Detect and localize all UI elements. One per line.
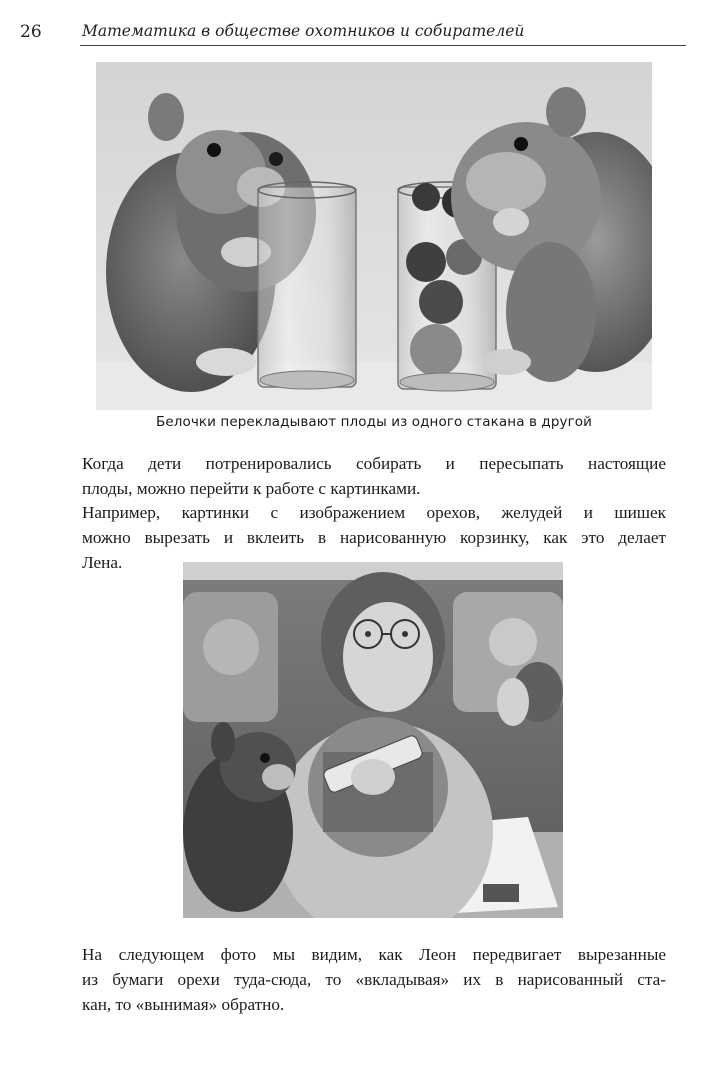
text-line: можно вырезать и вклеить в нарисованную корзинку, как это делает	[82, 528, 666, 547]
running-title: Математика в обществе охотников и собирателей	[82, 22, 525, 40]
text-line: На следующем фото мы видим, как Леон передвигает вырезанные	[82, 945, 666, 964]
squirrels-glasses-photo	[96, 62, 652, 410]
text-line: Например, картинки с изображением орехов, желудей и шишек	[82, 503, 666, 522]
page-number: 26	[20, 22, 42, 42]
girl-gluing-photo	[183, 562, 563, 918]
figure-caption: Белочки перекладывают плоды из одного стакана в другой	[155, 414, 593, 430]
header-rule	[80, 45, 686, 46]
text-line: из бумаги орехи туда-сюда, то «вкладывая» их в нарисованный ста-	[82, 970, 666, 989]
text-line: кан, то «вынимая» обратно.	[82, 995, 285, 1014]
text-line: Лена.	[82, 553, 123, 572]
text-line: плоды, можно перейти к работе с картинками.	[82, 479, 421, 498]
running-header	[20, 18, 668, 48]
text-line: Когда дети потренировались собирать и пересыпать настоящие	[82, 454, 666, 473]
paragraph-3	[82, 942, 666, 1017]
paragraph-1	[82, 451, 666, 501]
